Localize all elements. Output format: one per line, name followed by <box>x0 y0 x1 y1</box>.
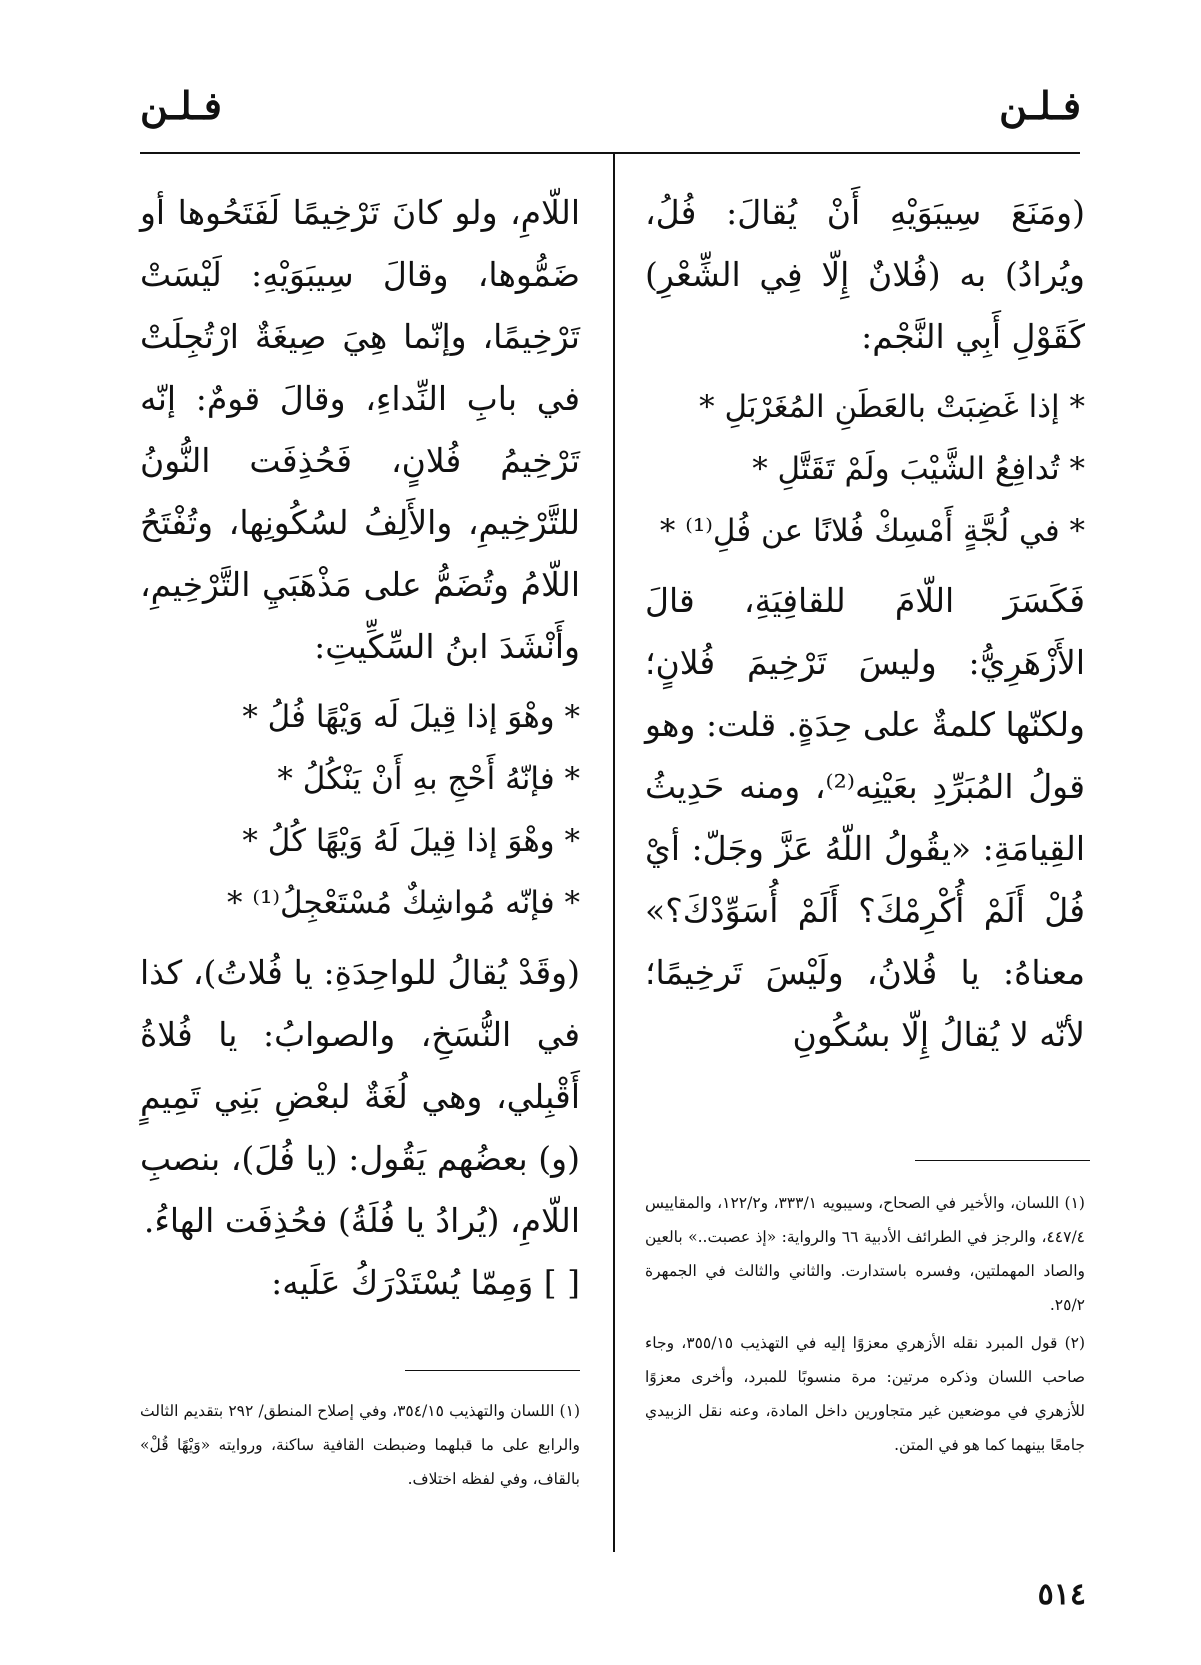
footnote: (١) اللسان والتهذيب ٣٥٤/١٥، وفي إصلاح المنطق/ ٢٩٢ بتقديم الثالث والرابع على ما قبلهما وضبطت القافية ساكنة، وروايته «وَيْهًا قُلْ» بالقاف، وفي لفظه اختلاف. <box>140 1402 580 1488</box>
verse-line: * وهْوَ إذا قِيلَ لَهُ وَيْهًا كُلُ * <box>242 823 580 859</box>
left-paragraph-1: اللّامِ، ولو كانَ تَرْخِيمًا لَفَتَحُوها أو ضَمُّوها، وقالَ سِيبَوَيْهِ: لَيْسَتْ تَرْخِيمًا، وإنّما هِيَ صِيغَةٌ ارْتُجِلَتْ في بابِ النِّداءِ، وقالَ قومٌ: إنّه تَرْخِيمُ فُلانٍ، فَحُذِفَت النُّونُ للتَّرْخِيمِ، والأَلِفُ لسُكُونِها، وتُفْتَحُ اللّامُ وتُضَمُّ على مَذْهَبَيِ التَّرْخِيمِ، وأَنْشَدَ ابنُ السِّكِّيتِ: <box>140 193 580 666</box>
left-paragraph-2: (وقَدْ يُقالُ للواحِدَةِ: يا فُلاتُ)، كذا في النُّسَخِ، والصوابُ: يا فُلاةُ أَقْبِلي، وهي لُغَةٌ لبعْضِ بَنِي تَمِيمٍ (و) بعضُهم يَقُول: (يا فُلَ)، بنصبِ اللّامِ، (يُرادُ يا فُلَةُ) فحُذِفَت الهاءُ. <box>140 953 580 1240</box>
left-verses <box>140 686 580 934</box>
right-paragraph-1: (ومَنَعَ سِيبَوَيْهِ أَنْ يُقالَ: فُلُ، ويُرادُ) به (فُلانٌ إِلّا فِي الشِّعْرِ) كَقَوْلِ أَبِي النَّجْم: <box>645 193 1085 356</box>
verse-line: * وهْوَ إذا قِيلَ لَه وَيْهًا فُلُ * <box>242 699 580 735</box>
header-rule <box>140 152 1080 154</box>
running-header-right: فـلـن <box>999 83 1081 128</box>
footnotes-right <box>645 1186 1085 1466</box>
footnote-separator-left <box>405 1370 580 1371</box>
footnote: (٢) قول المبرد نقله الأزهري معزوًا إليه في التهذيب ٣٥٥/١٥، وجاء صاحب اللسان وذكره مرتين: مرة منسوبًا للمبرد، وأخرى معزوًا للأزهري في موضعين غير متجاورين داخل المادة، وعنه نقل الزبيدي جامعًا بينهما كما هو في المتن. <box>645 1334 1086 1454</box>
footnote: (١) اللسان، والأخير في الصحاح، وسيبويه ٣٣٣/١، و١٢٢/٢، والمقاييس ٤٤٧/٤، والرجز في الطرائف الأدبية ٦٦ والرواية: «إذ عصبت..» بالعين والصاد المهملتين، وفسره باستدارت. والثاني والثالث في الجمهرة ٢٥/٢. <box>645 1194 1085 1314</box>
footnotes-left <box>140 1394 580 1500</box>
right-paragraph-2: فَكَسَرَ اللّامَ للقافِيَةِ، قالَ الأَزْهَرِيُّ: وليسَ تَرْخِيمَ فُلانٍ؛ ولكنّها كلمةٌ على حِدَةٍ. قلت: وهو قولُ المُبَرِّدِ بعَيْنِه⁽²⁾، ومنه حَدِيثُ القِيامَةِ: «يقُولُ اللّهُ عَزَّ وجَلّ: أيْ فُلْ أَلَمْ أُكْرِمْكَ؟ أَلَمْ أُسَوِّدْكَ؟» معناهُ: يا فُلانُ، ولَيْسَ تَرخِيمًا؛ لأنّه لا يُقالُ إِلّا بسُكُونِ <box>645 581 1085 1054</box>
verse-line: * فإنّهُ أَحْجِ بهِ أَنْ يَنْكُلُ * <box>277 761 580 797</box>
verse-line: * في لُجَّةٍ أَمْسِكْ فُلانًا عن فُلِ⁽¹⁾ * <box>659 513 1085 549</box>
page-number: ٥١٤ <box>1037 1577 1086 1612</box>
verse-line: * تُدافِعُ الشَّيْبَ ولَمْ تَقَتَّلِ * <box>752 451 1085 487</box>
right-column <box>645 182 1085 1066</box>
right-verses <box>645 376 1085 562</box>
verse-line: * إذا غَضِبَتْ بالعَطَنِ المُغَرْبَلِ * <box>699 389 1085 425</box>
left-paragraph-3: [ ] وَمِمّا يُسْتَدْرَكُ عَلَيه: <box>271 1263 580 1302</box>
footnote-separator-right <box>915 1160 1090 1161</box>
running-header-left: فـلـن <box>140 83 222 128</box>
verse-line: * فإنّه مُواشِكٌ مُسْتَعْجِلُ⁽¹⁾ * <box>227 885 580 921</box>
left-column <box>140 182 580 1314</box>
column-divider <box>613 152 615 1552</box>
